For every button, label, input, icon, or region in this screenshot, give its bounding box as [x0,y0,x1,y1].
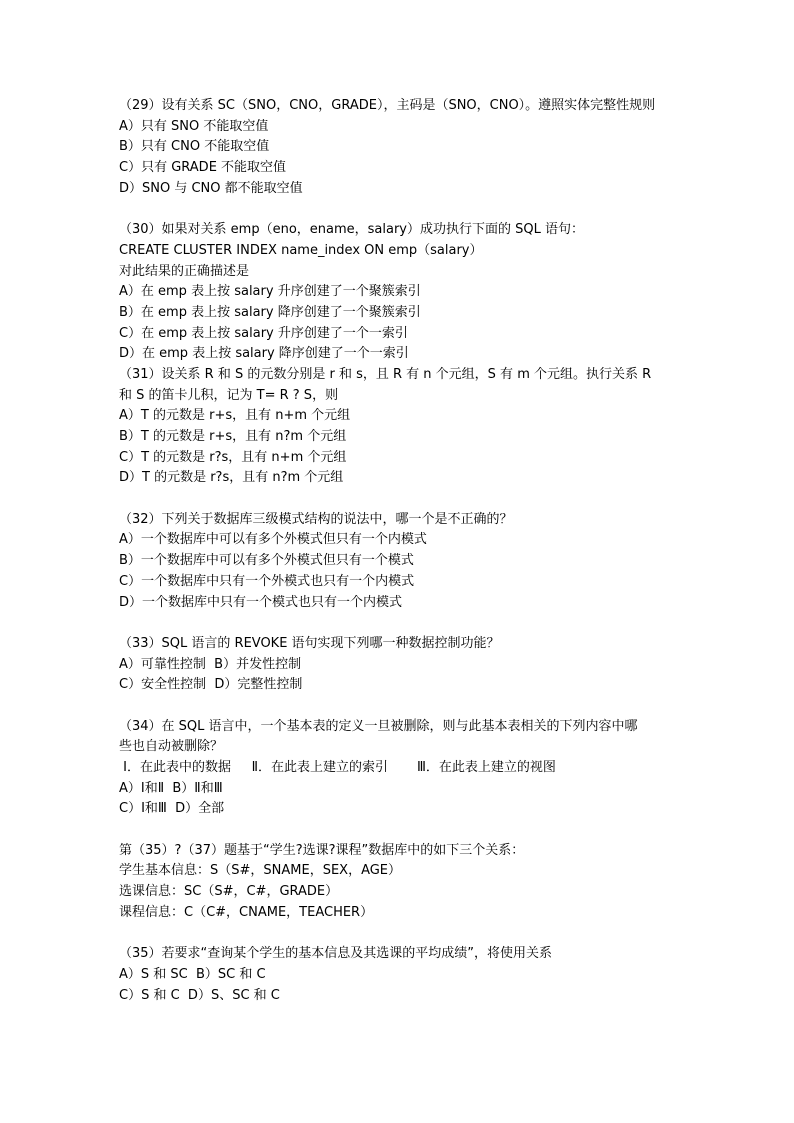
options-c-d: C）安全性控制 D）完整性控制 [119,677,303,693]
question-stem: （35）若要求“查询某个学生的基本信息及其选课的平均成绩”，将使用关系 [119,946,553,962]
relation-enrollment: 选课信息：SC（S#，C#，GRADE） [119,884,339,900]
question-stem: （34）在 SQL 语言中，一个基本表的定义一旦被删除，则与此基本表相关的下列内容中哪 [119,718,638,734]
spacer [119,696,679,717]
question-stem: （29）设有关系 SC（SNO，CNO，GRADE），主码是（SNO，CNO）。遵照实体完整性规则 [119,98,656,113]
option-b: B）在 emp 表上按 salary 降序创建了一个聚簇索引 [119,304,421,320]
spacer [119,613,679,634]
options-c-d: C）Ⅰ和Ⅲ D）全部 [119,801,225,817]
question-34 [119,717,679,820]
question-stem: （30）如果对关系 emp（eno，ename，salary）成功执行下面的 SQL 语句： [119,222,584,238]
options-c-d: C）S 和 C D）S、SC 和 C [119,987,280,1003]
sql-statement: CREATE CLUSTER INDEX name_index ON emp（salary） [119,242,483,258]
option-c: C）只有 GRADE 不能取空值 [119,160,287,176]
question-32 [119,510,679,613]
question-stem-continued: 和 S 的笛卡儿积，记为 T= R ? S，则 [119,387,339,403]
option-c: C）T 的元数是 r?s，且有 n+m 个元组 [119,449,347,465]
options-a-b: A）可靠性控制 B）并发性控制 [119,656,302,672]
question-stem: （32）下列关于数据库三级模式结构的说法中，哪一个是不正确的？ [119,511,513,527]
option-a: A）只有 SNO 不能取空值 [119,118,269,134]
spacer [119,489,679,510]
options-a-b: A）Ⅰ和Ⅱ B）Ⅱ和Ⅲ [119,780,223,796]
option-d: D）一个数据库中只有一个模式也只有一个内模式 [119,594,403,610]
option-d: D）在 emp 表上按 salary 降序创建了一个一索引 [119,346,409,362]
relation-student: 学生基本信息：S（S#，SNAME，SEX，AGE） [119,863,402,879]
option-a: A）在 emp 表上按 salary 升序创建了一个聚簇索引 [119,284,421,300]
question-33 [119,634,679,696]
question-stem: （31）设关系 R 和 S 的元数分别是 r 和 s，且 R 有 n 个元组，S 有 m 个元组。执行关系 R [119,366,652,382]
option-b: B）只有 CNO 不能取空值 [119,139,270,155]
option-a: A）一个数据库中可以有多个外模式但只有一个内模式 [119,532,427,548]
relations-context [119,841,679,924]
option-c: C）在 emp 表上按 salary 升序创建了一个一索引 [119,325,408,341]
question-35 [119,944,679,1006]
document-page [119,96,679,1006]
question-29 [119,96,679,199]
spacer [119,924,679,945]
statement-items: Ⅰ．在此表中的数据 Ⅱ．在此表上建立的索引 Ⅲ．在此表上建立的视图 [119,760,556,775]
option-b: B）一个数据库中可以有多个外模式但只有一个模式 [119,553,414,569]
option-a: A）T 的元数是 r+s，且有 n+m 个元组 [119,408,351,424]
option-c: C）一个数据库中只有一个外模式也只有一个内模式 [119,573,415,589]
question-prompt: 对此结果的正确描述是 [119,263,250,279]
question-stem-continued: 些也自动被删除？ [119,739,224,755]
spacer [119,820,679,841]
question-stem: （33）SQL 语言的 REVOKE 语句实现下列哪一种数据控制功能？ [119,635,500,651]
option-d: D）T 的元数是 r?s，且有 n?m 个元组 [119,470,344,486]
question-30-31 [119,220,679,489]
spacer [119,199,679,220]
option-b: B）T 的元数是 r+s，且有 n?m 个元组 [119,429,347,444]
context-intro: 第（35）?（37）题基于“学生?选课?课程”数据库中的如下三个关系： [119,842,525,858]
relation-course: 课程信息：C（C#，CNAME，TEACHER） [119,904,374,920]
options-a-b: A）S 和 SC B）SC 和 C [119,966,266,982]
option-d: D）SNO 与 CNO 都不能取空值 [119,180,303,196]
